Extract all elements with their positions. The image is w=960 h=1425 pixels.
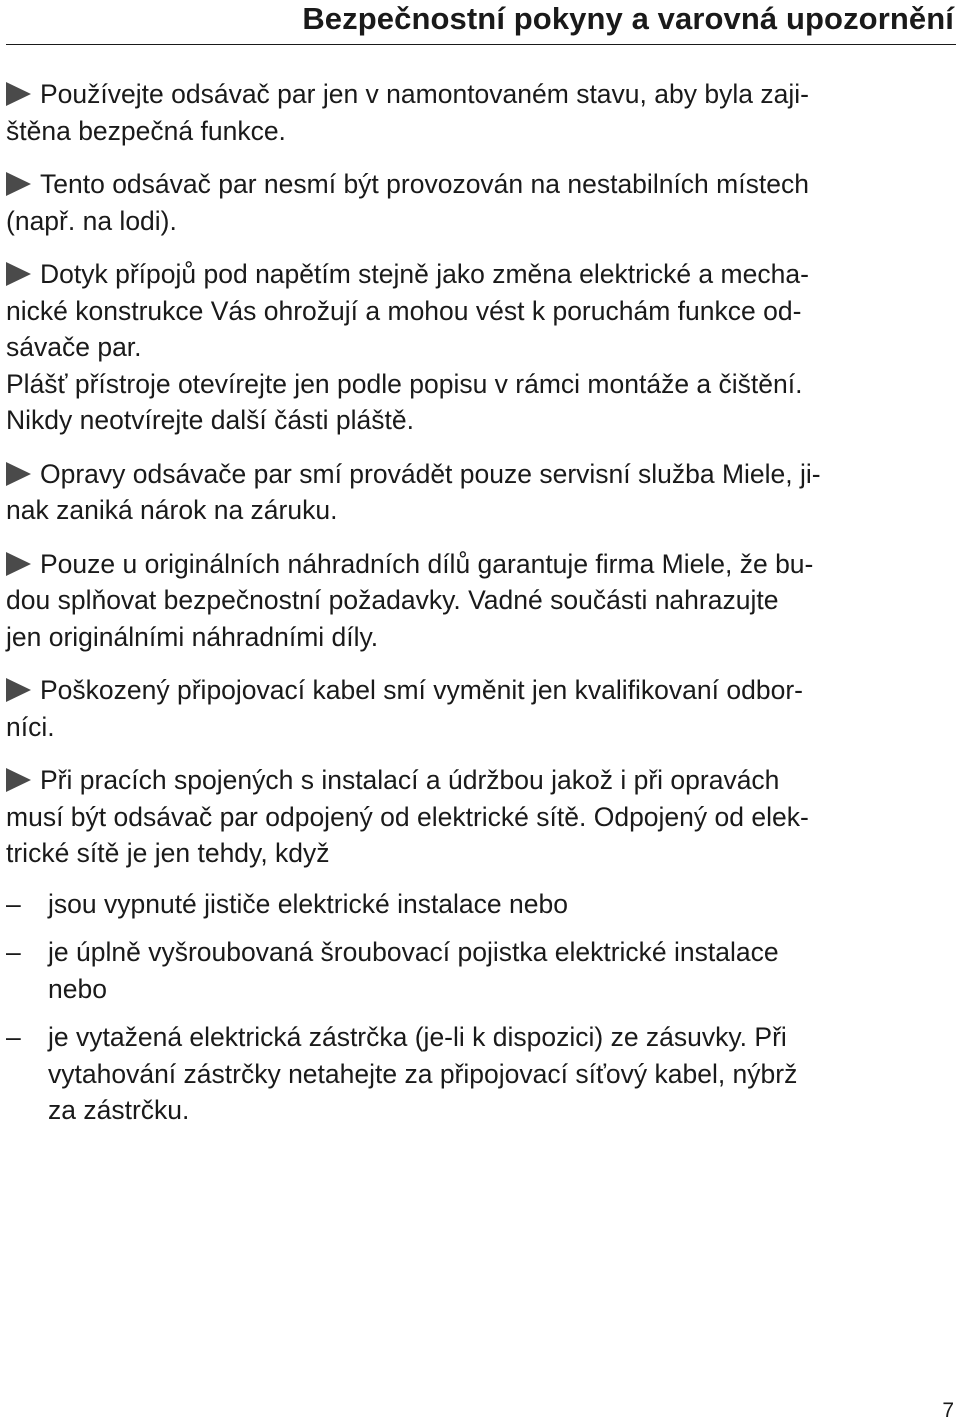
triangle-right-icon bbox=[6, 172, 31, 196]
triangle-right-icon bbox=[6, 768, 31, 792]
triangle-right-icon bbox=[6, 678, 31, 702]
page-number: 7 bbox=[942, 1399, 954, 1422]
header-rule bbox=[6, 44, 956, 45]
instruction-text-5: Pouze u originálních náhradních dílů garantuje firma Miele, že bu- dou splňovat bezpečnostní požadavky. Vadné součásti nahrazujte jen originálními náhradními díly. bbox=[6, 548, 814, 652]
dash-marker: – bbox=[6, 1022, 21, 1052]
list-item-text: je vytažená elektrická zástrčka (je-li k dispozici) ze zásuvky. Při vytahování zástrčky netahejte za připojovací síťový kabel, nýbrž za zástrčku. bbox=[48, 1022, 798, 1125]
dash-marker: – bbox=[6, 888, 21, 919]
instruction-text-3b: Plášť přístroje otevírejte jen podle popisu v rámci montáže a čištění. Nikdy neotvírejte další části pláště. bbox=[6, 368, 803, 435]
page-title: Bezpečnostní pokyny a varovná upozornění bbox=[302, 1, 954, 36]
instruction-paragraph-7 bbox=[6, 762, 954, 872]
list-item bbox=[6, 886, 954, 923]
page-header bbox=[0, 0, 960, 46]
instruction-paragraph-1 bbox=[6, 76, 954, 149]
instruction-paragraph-5 bbox=[6, 546, 954, 656]
instruction-text-6: Poškozený připojovací kabel smí vyměnit jen kvalifikovaní odbor- níci. bbox=[6, 675, 803, 742]
instruction-paragraph-2 bbox=[6, 166, 954, 239]
instruction-text-1: Používejte odsávač par jen v namontovaném stavu, aby byla zaji- štěna bezpečná funkce. bbox=[6, 79, 809, 146]
instruction-text-3: Dotyk přípojů pod napětím stejně jako změna elektrické a mecha- nické konstrukce Vás ohrožují a mohou vést k poruchám funkce od- sávače par. bbox=[6, 259, 809, 362]
instruction-text-2: Tento odsávač par nesmí být provozován na nestabilních místech (např. na lodi). bbox=[6, 169, 809, 236]
triangle-right-icon bbox=[6, 82, 31, 106]
list-item-text: jsou vypnuté jističe elektrické instalace nebo bbox=[48, 888, 568, 919]
list-item bbox=[6, 1019, 954, 1129]
instruction-text-7: Při pracích spojených s instalací a údržbou jakož i při opravách musí být odsávač par odpojený od elektrické sítě. Odpojený od elek- trické sítě je jen tehdy, když bbox=[6, 765, 809, 868]
safety-instructions bbox=[6, 76, 954, 1141]
instruction-paragraph-3-continued bbox=[6, 366, 954, 439]
instruction-paragraph-4 bbox=[6, 456, 954, 529]
list-item bbox=[6, 934, 954, 1007]
disconnection-conditions-list bbox=[6, 886, 954, 1129]
instruction-paragraph-3 bbox=[6, 256, 954, 366]
instruction-text-4: Opravy odsávače par smí provádět pouze servisní služba Miele, ji- nak zaniká nárok na záruku. bbox=[6, 458, 821, 525]
list-item-text: je úplně vyšroubovaná šroubovací pojistka elektrické instalace nebo bbox=[48, 937, 779, 1004]
triangle-right-icon bbox=[6, 552, 31, 576]
triangle-right-icon bbox=[6, 462, 31, 486]
instruction-paragraph-6 bbox=[6, 672, 954, 745]
dash-marker: – bbox=[6, 937, 21, 967]
triangle-right-icon bbox=[6, 262, 31, 286]
